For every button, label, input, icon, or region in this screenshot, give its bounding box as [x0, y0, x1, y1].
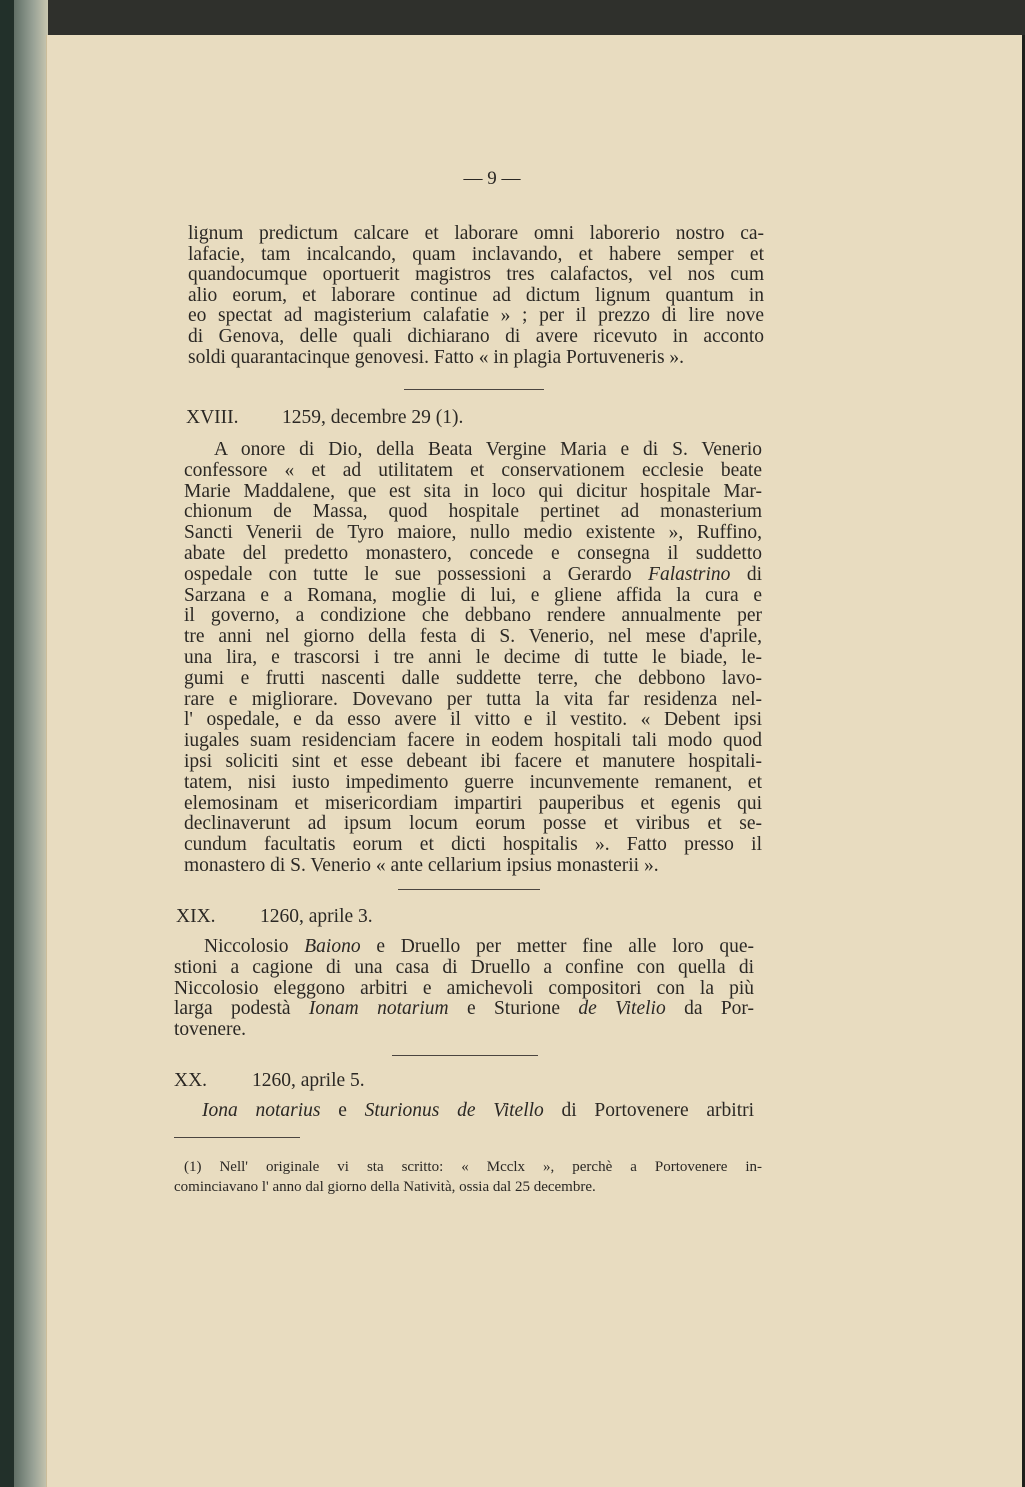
text-line: iugales suam residenciam facere in eodem hospitali tali modo quod — [184, 730, 762, 752]
text-line: Sancti Venerii de Tyro maiore, nullo medio existente », Ruffino, — [184, 522, 762, 544]
text-line: declinaverunt ad ipsum locum eorum posse et viribus et se- — [184, 813, 762, 835]
text-line — [202, 1101, 754, 1122]
entry-heading-20 — [174, 1070, 365, 1092]
entry-heading-19 — [176, 906, 373, 928]
entry-number: XIX. — [176, 906, 216, 927]
text-segment: larga podestà — [174, 998, 291, 1020]
text-line: abate del predetto monastero, concede e consegna il suddetto — [184, 542, 762, 564]
text-line — [174, 999, 754, 1020]
paragraph-continuation — [188, 224, 764, 368]
text-line: una lira, e trascorsi i tre anni le decime di tutte le biade, le- — [184, 646, 762, 668]
italic-name: Falastrino — [648, 563, 731, 585]
text-line — [184, 565, 762, 586]
footnote — [174, 1157, 762, 1197]
text-line: ipsi soliciti sint et esse debeant ibi facere et manutere hospitali- — [184, 750, 762, 772]
entry-20-body — [202, 1101, 754, 1122]
text-line: l' ospedale, e da esso avere il vitto e il vestito. « Debent ipsi — [184, 709, 762, 731]
text-segment: da Por- — [684, 998, 755, 1020]
text-line: il governo, a condizione che debbano rendere annualmente per — [184, 605, 762, 627]
entry-19-body — [174, 937, 754, 1041]
text-line: elemosinam et misericordiam impartiri pauperibus et egenis qui — [184, 792, 762, 814]
text-line: A onore di Dio, della Beata Vergine Maria e di S. Venerio — [214, 439, 762, 460]
footnote-divider — [174, 1137, 300, 1138]
footnote-line: (1) Nell' originale vi sta scritto: « Mcclx », perchè a Portovenere in- — [184, 1159, 762, 1175]
binding-edge — [0, 0, 14, 1487]
text-segment: e — [338, 1100, 347, 1121]
text-line: Marie Maddalene, que est sita in loco qui dicitur hospitale Mar- — [184, 480, 762, 502]
entry-date: 1260, aprile 5. — [252, 1070, 365, 1091]
section-divider — [392, 1055, 538, 1056]
text-line: tre anni nel giorno della festa di S. Venerio, nel mese d'aprile, — [184, 626, 762, 648]
text-segment: ospedale con tutte le sue possessioni a Gerardo — [184, 563, 632, 585]
text-line — [174, 937, 754, 958]
entry-number: XX. — [174, 1070, 208, 1091]
text-line: cundum facultatis eorum et dicti hospitalis ». Fatto presso il — [184, 834, 762, 856]
text-line: lignum predictum calcare et laborare omni laborerio nostro ca- — [188, 223, 764, 244]
text-line: confessore « et ad utilitatem et conservationem ecclesie beate — [184, 459, 762, 481]
text-line: chionum de Massa, quod hospitale pertinet ad monasterium — [184, 501, 762, 523]
italic-name: Iona notarius — [202, 1100, 321, 1121]
text-segment: di — [746, 563, 763, 585]
italic-name: Baiono — [304, 936, 361, 957]
text-line: Niccolosio eleggono arbitri e amichevoli compositori con la più — [174, 977, 754, 999]
entry-number: XVIII. — [186, 407, 239, 428]
text-segment: e Sturione — [466, 998, 561, 1020]
footnote-line: cominciavano l' anno dal giorno della Natività, ossia dal 25 decembre. — [174, 1179, 596, 1195]
section-divider — [404, 389, 544, 390]
italic-name: de Vitelio — [578, 998, 666, 1020]
text-line: tatem, nisi iusto impedimento guerre incunvemente remanent, et — [184, 771, 762, 793]
section-divider — [398, 889, 540, 890]
entry-heading-18 — [186, 407, 463, 429]
page-number: — 9 — — [463, 168, 521, 189]
text-line: tovenere. — [174, 1019, 247, 1041]
entry-date: 1260, aprile 3. — [260, 906, 373, 927]
text-line: alio eorum, et laborare continue ad dictum lignum quantum in — [188, 284, 764, 306]
text-line: eo spectat ad magisterium calafatie » ; per il prezzo di lire nove — [188, 305, 764, 327]
entry-18-body — [184, 440, 762, 877]
text-line: lafacie, tam incalcando, quam inclavando, et habere semper et — [188, 243, 764, 265]
italic-name: Sturionus de Vitello — [364, 1100, 544, 1121]
entry-date: 1259, decembre 29 (1). — [282, 407, 464, 428]
text-line: stioni a cagione di una casa di Druello a confine con quella di — [174, 956, 754, 978]
text-line: monastero di S. Venerio « ante cellarium ipsius monasterii ». — [184, 854, 659, 876]
text-segment: e Druello per metter fine alle loro que- — [376, 936, 755, 957]
text-segment: Niccolosio — [204, 936, 289, 957]
text-line: di Genova, delle quali dichiarano di avere ricevuto in acconto — [188, 325, 764, 347]
italic-name: Ionam notarium — [308, 998, 449, 1020]
text-line: Sarzana e a Romana, moglie di lui, e gliene affida la cura e — [184, 584, 762, 606]
text-line: quandocumque oportuerit magistros tres calafactos, vel nos cum — [188, 264, 764, 286]
text-line: rare e migliorare. Dovevano per tutta la vita far residenza nel- — [184, 688, 762, 710]
text-line: soldi quarantacinque genovesi. Fatto « in plagia Portuveneris ». — [188, 346, 685, 368]
text-segment: di Portovenere arbitri — [561, 1100, 755, 1121]
text-line: gumi e frutti nascenti dalle suddette terre, che debbono lavo- — [184, 667, 762, 689]
